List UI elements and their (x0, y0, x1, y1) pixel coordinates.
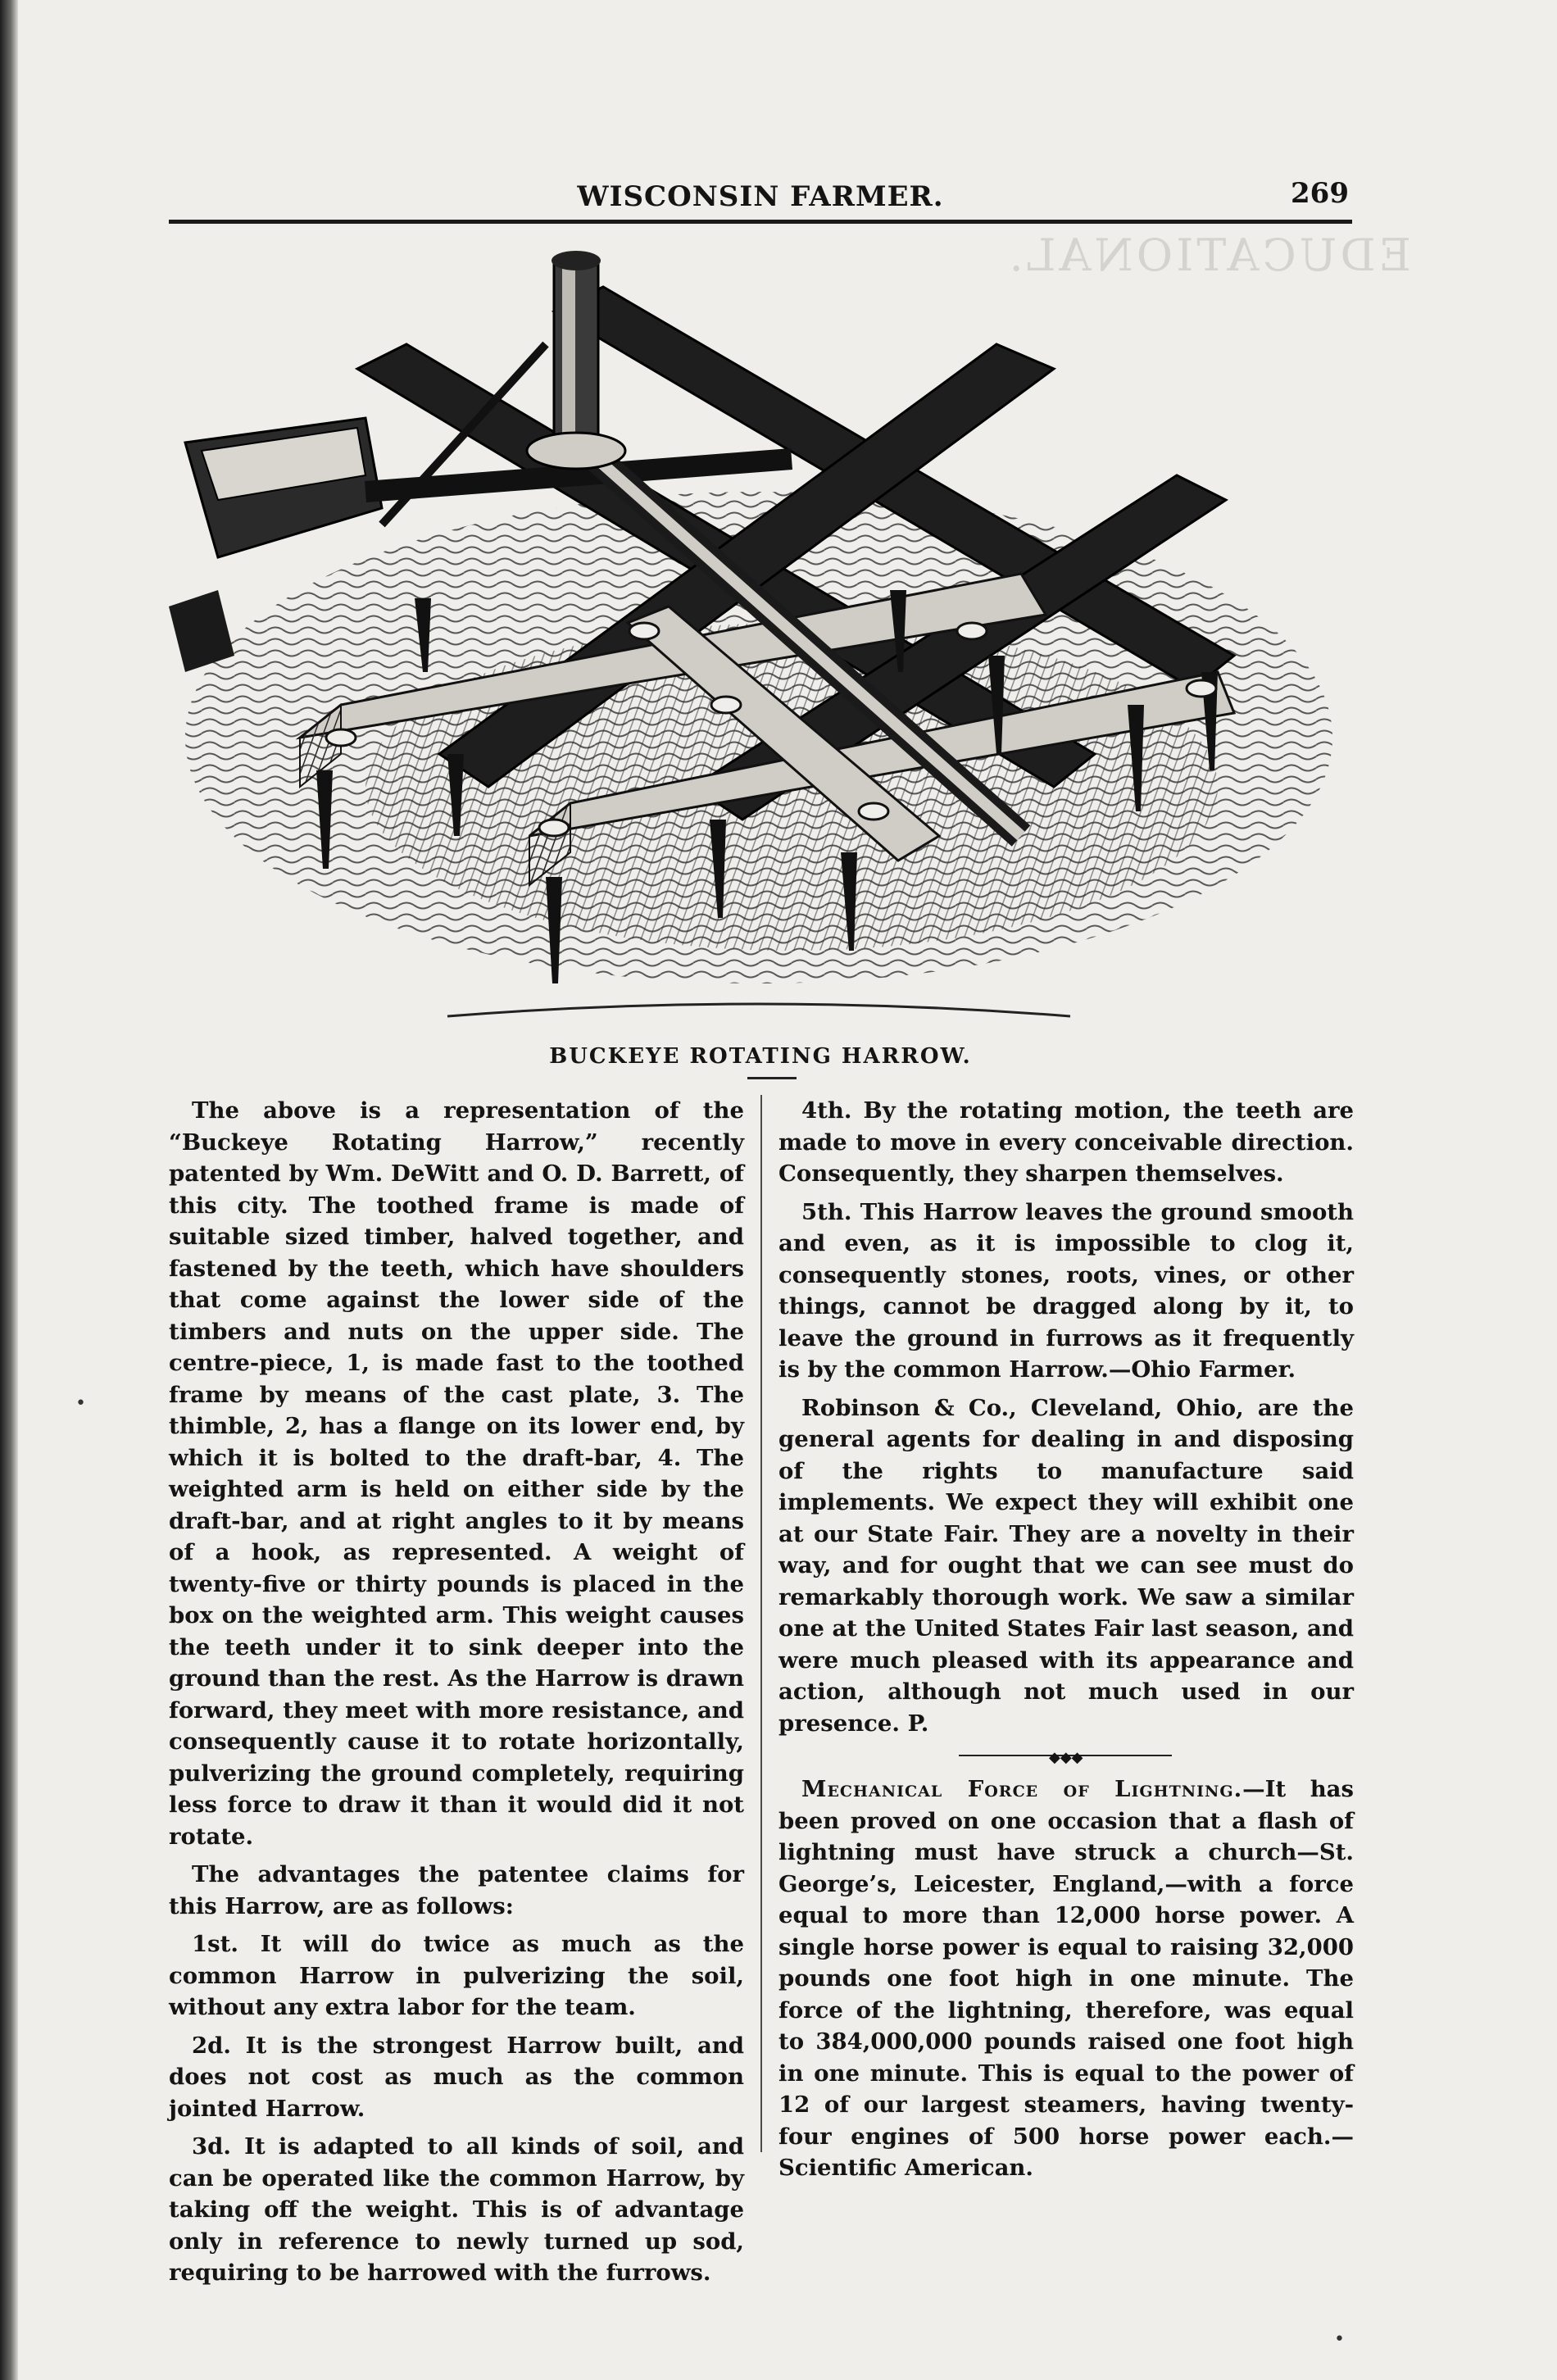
separator-ornament: ◆◆◆ (1049, 1749, 1083, 1766)
paragraph: 3d. It is adapted to all kinds of soil, and can be operated like the common Harrow, by taking off the weight. This is of advantage only in reference to newly turned up sod, requiring to be harrowed with the furrows. (169, 2133, 744, 2286)
illustration-caption: BUCKEYE ROTATING HARROW. (549, 1044, 972, 1069)
bleed-through-text: EDUCATIONAL. (1005, 229, 1411, 281)
right-column (778, 1095, 1354, 2191)
article-body: —It has been proved on one occasion that a flash of lightning must have struck a church—St. George’s, Leicester, England,—with a force equal to more than 12,000 horse power. A single horse power is equal to raising 32,000 pounds one foot high in one minute. The force of the lightning, therefore, was equal to 384,000,000 pounds raised one foot high in one minute. This is equal to the power of 12 of our largest steamers, having twenty-four engines of 500 horse power each.—Scientific American. (778, 1776, 1354, 2181)
paragraph: 4th. By the rotating motion, the teeth are made to move in every conceivable direction. Consequently, they sharpen themselves. (778, 1097, 1354, 1187)
paragraph: 5th. This Harrow leaves the ground smooth and even, as it is impossible to clog it, consequently stones, roots, vines, or other things, cannot be dragged along by it, to leave the ground in furrows as it frequently is by the common Harrow.—Ohio Farmer. (778, 1198, 1354, 1383)
binding-gutter (0, 0, 18, 2380)
ink-dot: • (1334, 2329, 1345, 2350)
ink-dot: • (75, 1393, 86, 1414)
page-number: 269 (1291, 177, 1349, 210)
journal-title: WISCONSIN FARMER. (577, 180, 944, 213)
paragraph: Robinson & Co., Cleveland, Ohio, are the general agents for dealing in and disposing of the rights to manufacture said implements. We expect they will exhibit one at our State Fair. They are a novelty in their way, and for ought that we can see must do remarkably thorough work. We saw a similar one at the United States Fair last season, and were much pleased with its appearance and action, although not much used in our presence. P. (778, 1394, 1354, 1737)
paragraph: 2d. It is the strongest Harrow built, and does not cost as much as the common jointed Harrow. (169, 2032, 744, 2122)
column-divider (760, 1095, 762, 2152)
harrow-engraving (169, 246, 1352, 1033)
article-heading: Mechanical Force of Lightning. (801, 1776, 1243, 1802)
article-paragraph (778, 1774, 1354, 2184)
section-separator (778, 1746, 1354, 1765)
paragraph: 1st. It will do twice as much as the common Harrow in pulverizing the soil, without any extra labor for the team. (169, 1931, 744, 2020)
paragraph: The above is a representation of the “Buckeye Rotating Harrow,” recently patented by Wm. DeWitt and O. D. Barrett, of this city. The toothed frame is made of suitable sized timber, halved together, and fastened by the teeth, which have shoulders that come against the lower side of the timbers and nuts on the upper side. The centre-piece, 1, is made fast to the toothed frame by means of the cast plate, 3. The thimble, 2, has a flange on its lower end, by which it is bolted to the draft-bar, 4. The weighted arm is held on either side by the draft-bar, and at right angles to it by means of a hook, as represented. A weight of twenty-five or thirty pounds is placed in the box on the weighted arm. This weight causes the teeth under it to sink deeper into the ground than the rest. As the Harrow is drawn forward, they meet with more resistance, and consequently cause it to rotate horizontally, pulverizing the ground completely, requiring less force to draw it than it would did it not rotate. (169, 1097, 744, 1850)
left-column (169, 1095, 744, 2296)
running-header (169, 174, 1352, 224)
paragraph: The advantages the patentee claims for this Harrow, are as follows: (169, 1861, 744, 1919)
caption-rule (747, 1077, 797, 1079)
